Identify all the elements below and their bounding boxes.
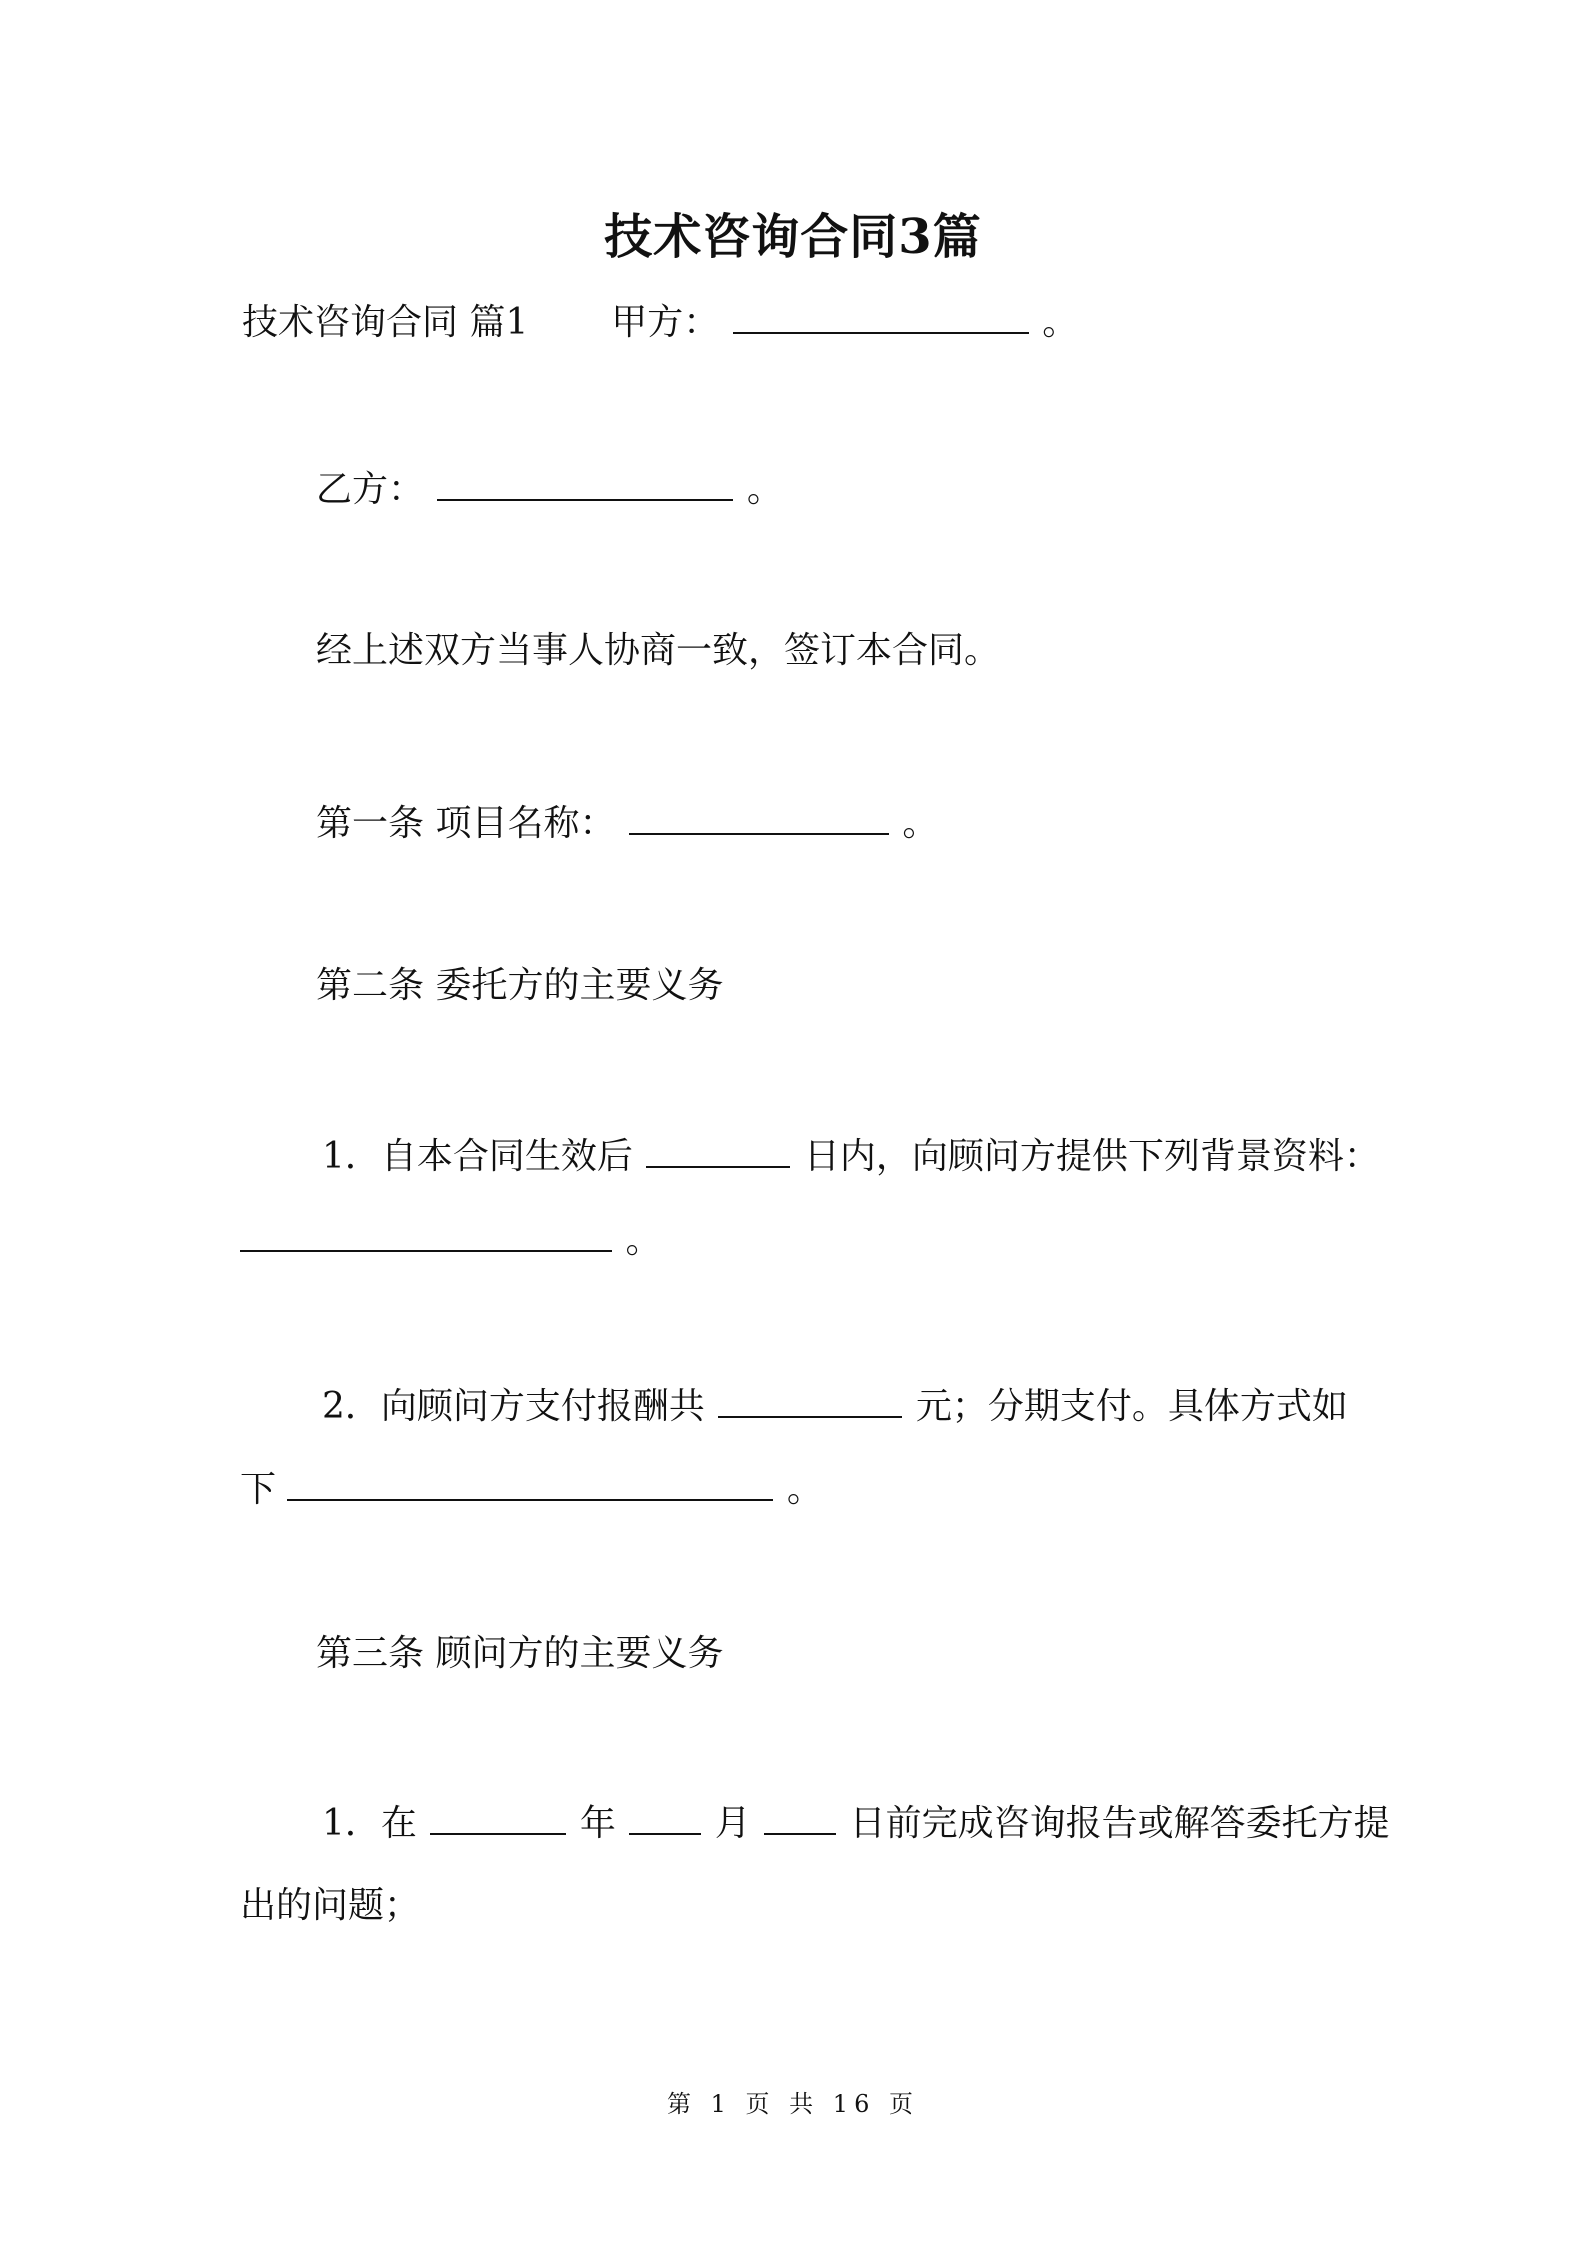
month-blank[interactable] bbox=[629, 1797, 701, 1835]
item-2-2-line2-prefix: 下 bbox=[240, 1469, 277, 1510]
section-label: 技术咨询合同 篇1 bbox=[242, 302, 529, 343]
party-b-blank[interactable] bbox=[437, 463, 733, 501]
item-3-1-prefix: 1．在 bbox=[322, 1803, 417, 1844]
item-2-2-line-1 bbox=[322, 1380, 1348, 1431]
article-1 bbox=[316, 797, 938, 848]
item-3-1-line-1 bbox=[322, 1797, 1390, 1848]
intro-paragraph: 经上述双方当事人协商一致，签订本合同。 bbox=[316, 630, 1001, 671]
party-a-blank[interactable] bbox=[733, 296, 1029, 334]
party-b-line bbox=[316, 463, 783, 514]
item-3-1-line-2: 出的问题； bbox=[240, 1885, 421, 1926]
item-2-1-line-1 bbox=[322, 1130, 1380, 1181]
day-blank[interactable] bbox=[764, 1797, 836, 1835]
document-title: 技术咨询合同3篇 bbox=[604, 209, 982, 265]
party-b-label: 乙方： bbox=[316, 469, 425, 510]
item-3-1-suffix: 日前完成咨询报告或解答委托方提 bbox=[849, 1803, 1390, 1844]
period: 。 bbox=[746, 469, 783, 510]
item-2-2-line-2 bbox=[240, 1463, 823, 1514]
article-2-title: 第二条 委托方的主要义务 bbox=[316, 965, 724, 1006]
period: 。 bbox=[902, 803, 939, 844]
page-footer: 第 1 页 共 16 页 bbox=[667, 2090, 919, 2118]
year-label: 年 bbox=[579, 1803, 616, 1844]
item-2-1-suffix: 日内，向顾问方提供下列背景资料： bbox=[803, 1136, 1380, 1177]
item-2-2-suffix: 元；分期支付。具体方式如 bbox=[915, 1386, 1348, 1427]
period: 。 bbox=[625, 1220, 662, 1261]
year-blank[interactable] bbox=[430, 1797, 566, 1835]
heading-line bbox=[242, 296, 1078, 347]
month-label: 月 bbox=[714, 1803, 751, 1844]
article-3-title: 第三条 顾问方的主要义务 bbox=[316, 1633, 724, 1674]
payment-method-blank[interactable] bbox=[287, 1463, 773, 1501]
item-2-1-prefix: 1．自本合同生效后 bbox=[322, 1136, 633, 1177]
period: 。 bbox=[1042, 302, 1079, 343]
days-blank[interactable] bbox=[646, 1130, 790, 1168]
item-2-1-line-2 bbox=[240, 1214, 661, 1265]
background-materials-blank[interactable] bbox=[240, 1214, 612, 1252]
period: 。 bbox=[786, 1469, 823, 1510]
payment-amount-blank[interactable] bbox=[718, 1380, 902, 1418]
item-2-2-prefix: 2．向顾问方支付报酬共 bbox=[322, 1386, 705, 1427]
project-name-blank[interactable] bbox=[629, 797, 889, 835]
party-a-label: 甲方： bbox=[611, 302, 720, 343]
article-1-label: 第一条 项目名称： bbox=[316, 803, 616, 844]
